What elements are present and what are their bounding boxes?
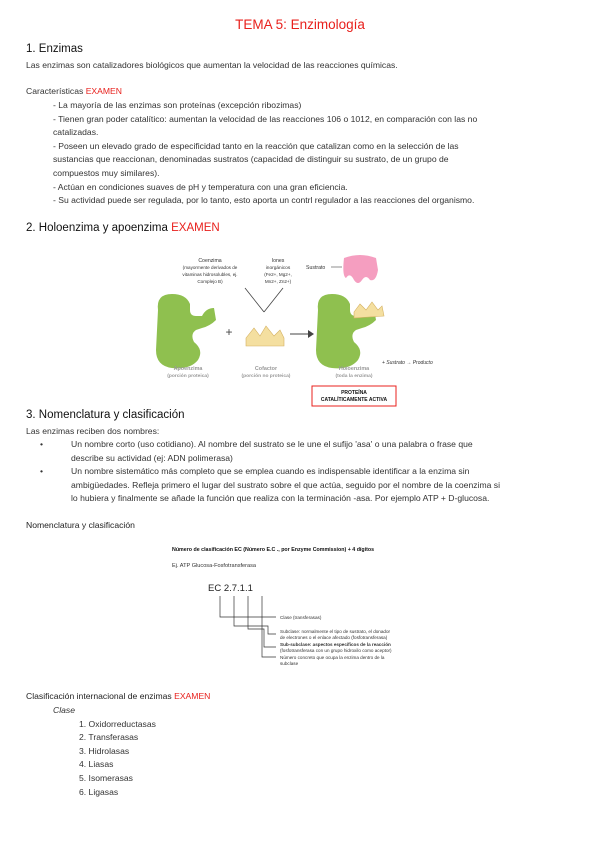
class-item: 5. Isomerasas bbox=[79, 773, 133, 783]
exam-tag: EXAMEN bbox=[85, 86, 122, 96]
characteristic-line: compuestos muy similares). bbox=[53, 168, 160, 178]
characteristic-line: - Su actividad puede ser regulada, por lo tanto, esto aporta un contrl regulador a las reacciones del organismo. bbox=[53, 195, 475, 205]
apoenzima-shape bbox=[156, 294, 216, 368]
clase-label: Clase bbox=[53, 705, 75, 715]
characteristic-line: - Actúan en condiciones suaves de pH y temperatura con una gran eficiencia. bbox=[53, 182, 348, 192]
sustrato-shape bbox=[343, 255, 378, 283]
coenzima-label-0: Coenzima bbox=[198, 258, 222, 264]
page-title: TEMA 5: Enzimología bbox=[235, 17, 365, 32]
class-item: 6. Ligasas bbox=[79, 787, 119, 797]
connector-line bbox=[245, 288, 264, 312]
bullet-line: ambigüedades. Refleja primero el lugar del sustrato sobre el que actúa, seguido por el nombre de la coenzima si bbox=[71, 480, 500, 490]
ec-header: Número de clasificación EC (Número E.C ., por Enzyme Commission) + 4 dígitos bbox=[172, 547, 375, 553]
cofactor-shape bbox=[246, 326, 284, 346]
exam-tag: EXAMEN bbox=[171, 222, 220, 234]
ec-desc-subclase-0: Subclase: normalmente el tipo de sustrato, el donador bbox=[280, 629, 391, 634]
ec-brackets bbox=[220, 596, 276, 657]
bullet-line: Un nombre corto (uso cotidiano). Al nombre del sustrato se le une el sufijo 'asa' o una palabra o frase que bbox=[71, 439, 473, 449]
characteristic-line: catalizadas. bbox=[53, 127, 99, 137]
holoenzima-shape bbox=[316, 294, 376, 368]
active-protein-box bbox=[312, 386, 396, 406]
characteristic-line: sustancias que reaccionan, denominadas sustratos (capacidad de distinguir su sustrato, de un grupo de bbox=[53, 154, 449, 164]
holoenzima-label: Holoenzima bbox=[338, 366, 370, 372]
characteristics-heading bbox=[26, 85, 122, 98]
class-item: 4. Liasas bbox=[79, 759, 114, 769]
sustrato-label: Sustrato bbox=[306, 265, 326, 271]
ec-code: EC 2.7.1.1 bbox=[208, 583, 253, 594]
active-protein-label-0: PROTEÍNA bbox=[341, 390, 367, 396]
intro-paragraph: Las enzimas son catalizadores biológicos que aumentan la velocidad de las reacciones químicas. bbox=[26, 60, 398, 70]
iones-label-1: inorgánicos bbox=[265, 266, 291, 271]
holoenzyme-figure bbox=[150, 250, 442, 410]
coenzima-label-1: (mayormente derivados de bbox=[182, 265, 238, 270]
ec-desc-subclase-1: de electrones o el enlace afectado (fosfotransferasa) bbox=[280, 635, 388, 640]
coenzima-label-3: Complejo B) bbox=[197, 279, 223, 284]
connector-line bbox=[264, 288, 283, 312]
cofactor-label: Cofactor bbox=[254, 366, 278, 372]
iones-label-0: Iones bbox=[271, 258, 285, 264]
holoenzima-sublabel: (toda la enzima) bbox=[335, 374, 373, 379]
iones-label-3: Mn2+, Zn2+) bbox=[264, 279, 292, 284]
ec-desc-numero-1: subclase bbox=[280, 661, 299, 666]
nomenclatura-intro: Las enzimas reciben dos nombres: bbox=[26, 426, 160, 436]
characteristic-line: - La mayoría de las enzimas son proteínas (excepción ribozimas) bbox=[53, 100, 302, 110]
section-heading-enzimas: 1. Enzimas bbox=[26, 43, 83, 55]
coenzima-label-2: vitaminas hidrosolubles, ej. bbox=[182, 272, 238, 277]
subheading-nomenclatura: Nomenclatura y clasificación bbox=[26, 520, 135, 530]
characteristic-line: - Poseen un elevado grado de especificidad tanto en la reacción que catalizan como en la selección de las bbox=[53, 141, 459, 151]
bullet-line: Un nombre sistemático más completo que se emplea cuando es indispensable identificar a la enzima sin bbox=[71, 466, 470, 476]
cofactor-sublabel: (porción no proteica) bbox=[241, 374, 291, 379]
arrow-head-icon bbox=[308, 330, 314, 338]
ec-example: Ej. ATP Glucosa-Fosfotransferasa bbox=[172, 563, 257, 569]
ec-desc-subsubclase-1: (fosfotransferasa con un grupo hidroxilo como aceptor) bbox=[280, 648, 392, 653]
classification-heading-text: Clasificación internacional de enzimas bbox=[26, 691, 175, 701]
international-classification-heading bbox=[26, 690, 210, 703]
ec-number-figure bbox=[168, 541, 434, 675]
handwritten-note: + Sustrato → Producto bbox=[382, 360, 433, 366]
bullet-line: lo hubiera y finalmente se añade la función que realiza con la terminación -asa. Por ejemplo ATP + D-glucosa. bbox=[71, 493, 490, 503]
holoenzima-cofactor-shape bbox=[354, 302, 384, 318]
bullet-icon: • bbox=[40, 439, 44, 449]
class-item: 3. Hidrolasas bbox=[79, 746, 130, 756]
bullet-icon: • bbox=[40, 466, 44, 476]
characteristic-line: - Tienen gran poder catalítico: aumentan la velocidad de las reacciones 106 o 1012, en comparación con las no bbox=[53, 114, 478, 124]
holoenzima-heading-text: 2. Holoenzima y apoenzima bbox=[26, 222, 172, 234]
apoenzima-sublabel: (porción proteica) bbox=[167, 374, 209, 379]
ec-desc-clase: Clase (transferasas) bbox=[280, 615, 322, 620]
characteristics-label: Características bbox=[26, 86, 86, 96]
iones-label-2: (Fe2+, Mg2+, bbox=[264, 272, 292, 277]
class-item: 2. Transferasas bbox=[79, 732, 139, 742]
plus-icon: + bbox=[225, 325, 233, 339]
active-protein-label-1: CATALÍTICAMENTE ACTIVA bbox=[320, 397, 388, 403]
exam-tag: EXAMEN bbox=[174, 691, 211, 701]
class-item: 1. Oxidorreductasas bbox=[79, 719, 156, 729]
section-heading-holoenzima bbox=[26, 222, 220, 234]
bullet-line: describe su actividad (ej: ADN polimerasa) bbox=[71, 453, 233, 463]
ec-desc-numero-0: Número concreto que ocupa la enzima dentro de la bbox=[280, 655, 385, 660]
section-heading-nomenclatura: 3. Nomenclatura y clasificación bbox=[26, 409, 185, 421]
apoenzima-label: Apoenzima bbox=[173, 366, 203, 372]
ec-desc-subsubclase-0: Sub-subclase: aspectos específicos de la reacción bbox=[280, 642, 391, 647]
